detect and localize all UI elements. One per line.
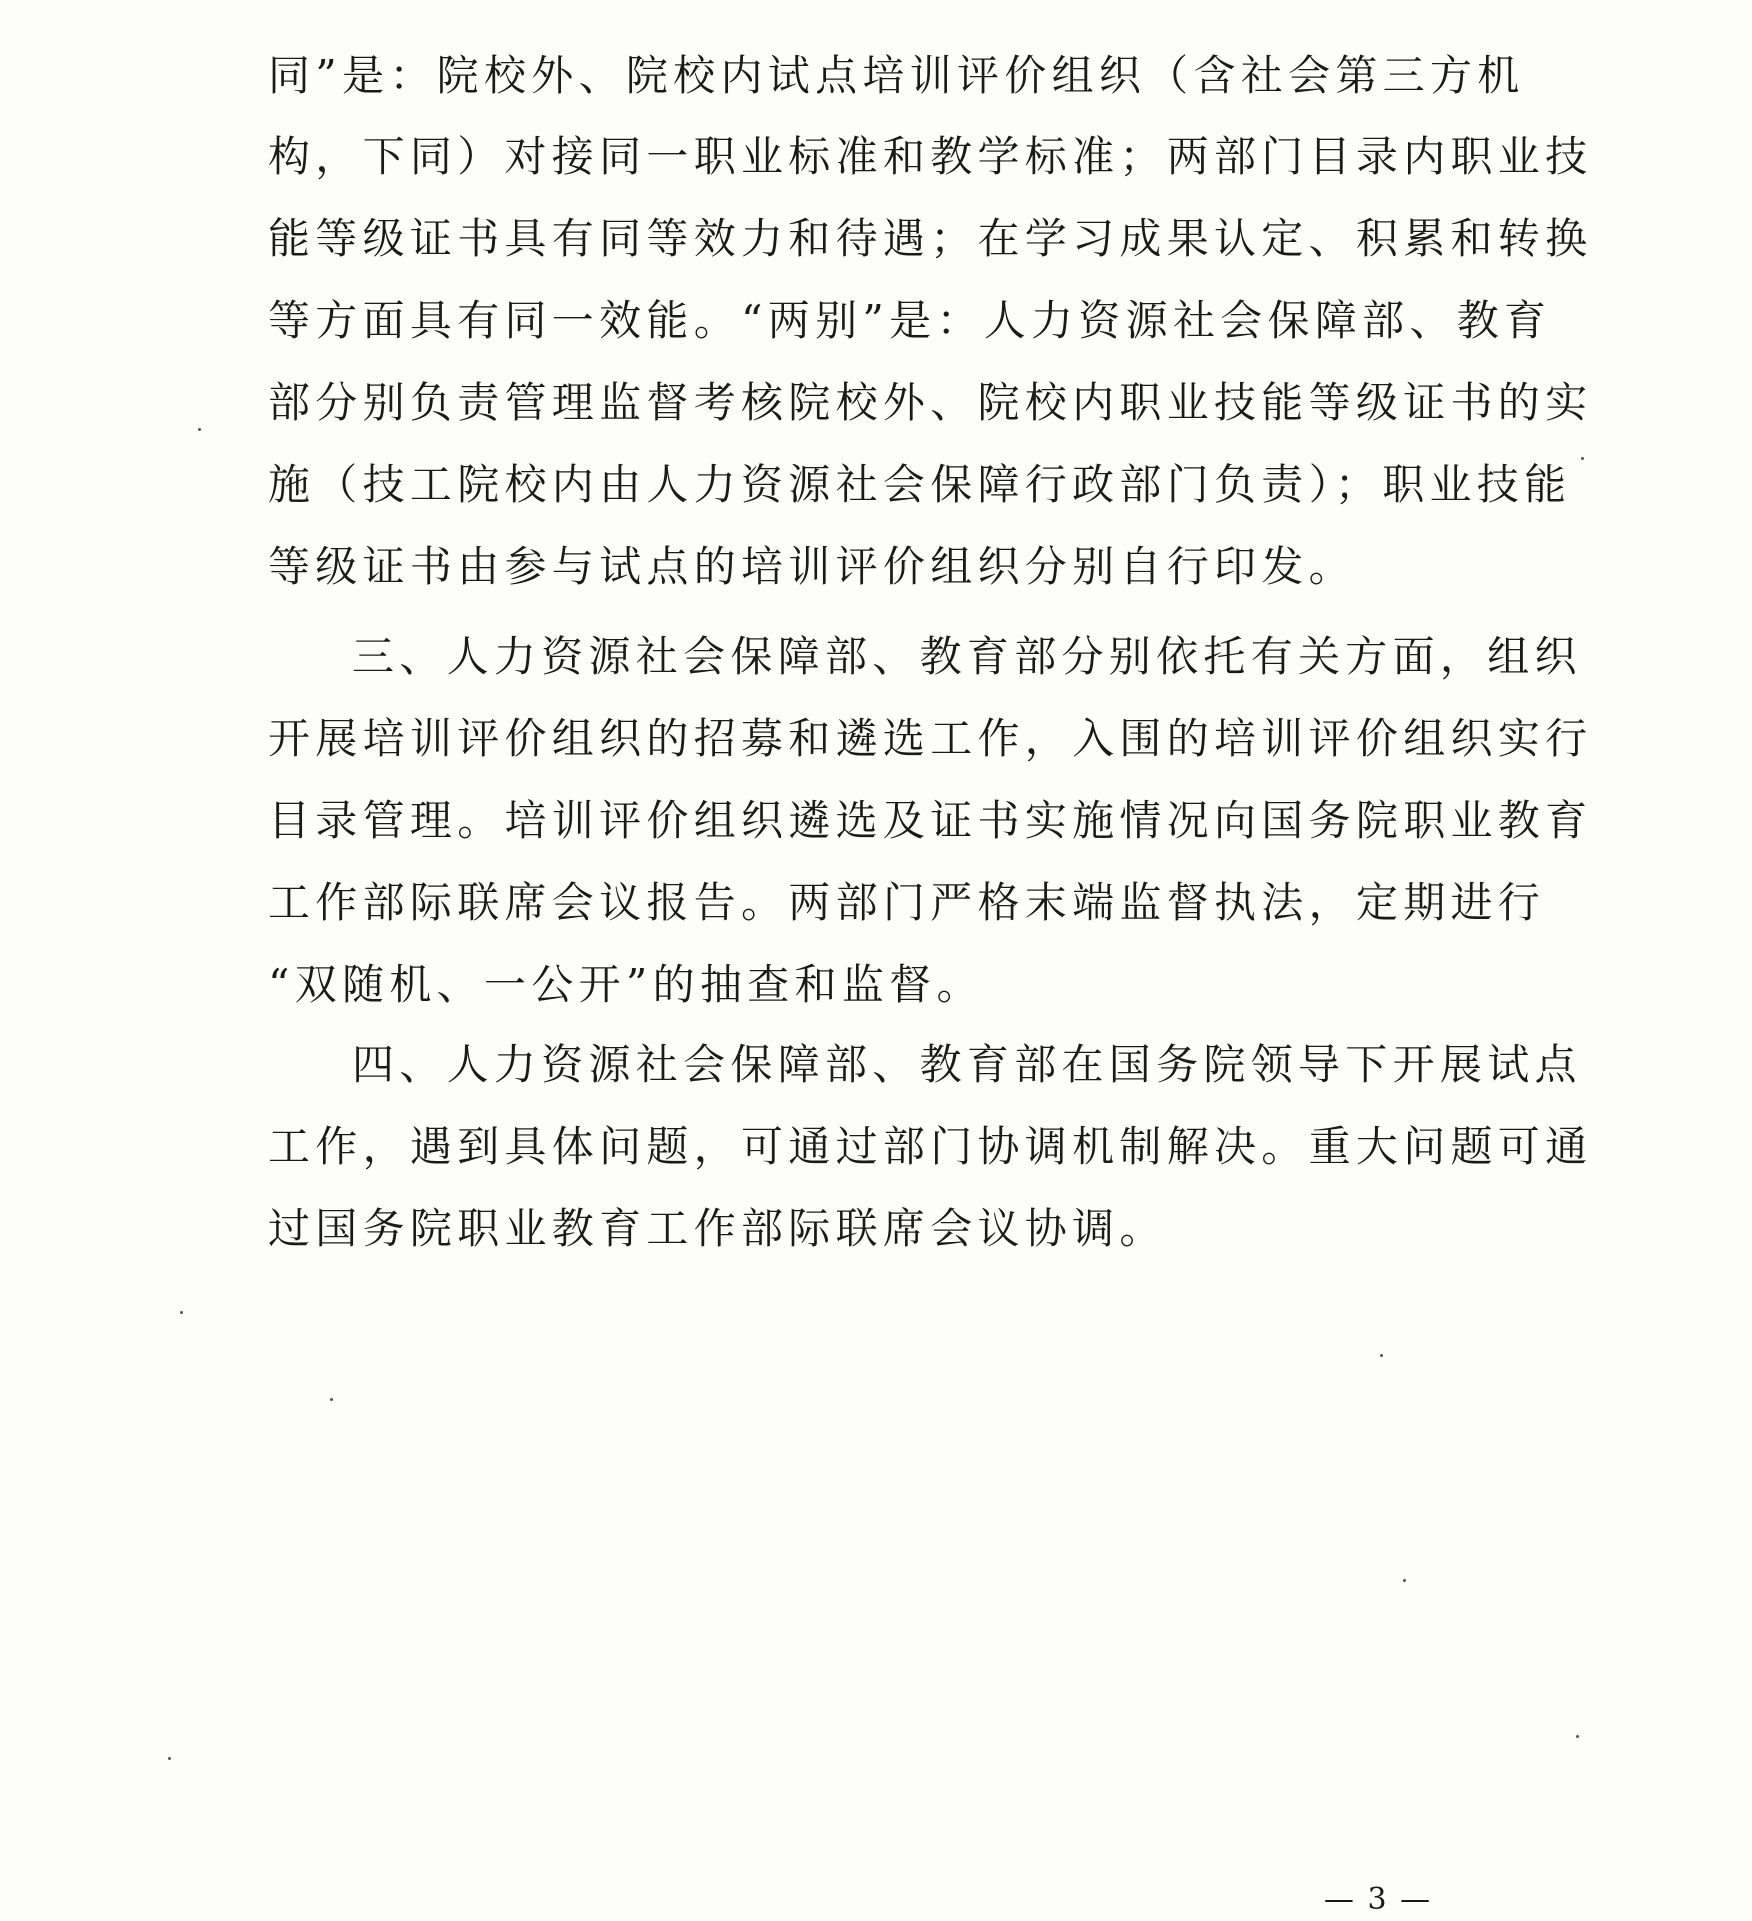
text-line: 部分别负责管理监督考核院校外、院校内职业技能等级证书的实 — [268, 378, 1593, 427]
text-line: “双随机、一公开”的抽查和监督。 — [268, 960, 984, 1009]
page-number: — 3 — — [1323, 1882, 1433, 1917]
scan-speck — [1576, 1735, 1579, 1738]
scan-speck — [180, 1311, 183, 1314]
paragraph-four-start: 四、人力资源社会保障部、教育部在国务院领导下开展试点 — [352, 1040, 1582, 1089]
text-line: 工作，遇到具体问题，可通过部门协调机制解决。重大问题可通 — [268, 1122, 1593, 1171]
text-line: 施（技工院校内由人力资源社会保障行政部门负责）；职业技能 — [268, 460, 1572, 509]
text-line: 开展培训评价组织的招募和遴选工作，入围的培训评价组织实行 — [268, 714, 1593, 763]
scan-speck — [1403, 1579, 1406, 1582]
scan-speck — [168, 1757, 171, 1760]
text-line: 能等级证书具有同等效力和待遇；在学习成果认定、积累和转换 — [268, 214, 1593, 263]
scan-speck — [1581, 457, 1584, 460]
text-line: 过国务院职业教育工作部际联席会议协调。 — [268, 1204, 1167, 1253]
scan-speck — [330, 1398, 333, 1401]
scan-speck — [1380, 1354, 1383, 1357]
paragraph-three-start: 三、人力资源社会保障部、教育部分别依托有关方面，组织 — [352, 632, 1582, 681]
text-line: 等级证书由参与试点的培训评价组织分别自行印发。 — [268, 542, 1356, 591]
text-line: 工作部际联席会议报告。两部门严格末端监督执法，定期进行 — [268, 878, 1546, 927]
text-line: 同”是：院校外、院校内试点培训评价组织（含社会第三方机 — [268, 51, 1525, 100]
text-line: 等方面具有同一效能。“两别”是：人力资源社会保障部、教育 — [268, 296, 1552, 345]
text-line: 构，下同）对接同一职业标准和教学标准；两部门目录内职业技 — [268, 132, 1593, 181]
text-line: 目录管理。培训评价组织遴选及证书实施情况向国务院职业教育 — [268, 796, 1593, 845]
scan-speck — [198, 428, 201, 431]
